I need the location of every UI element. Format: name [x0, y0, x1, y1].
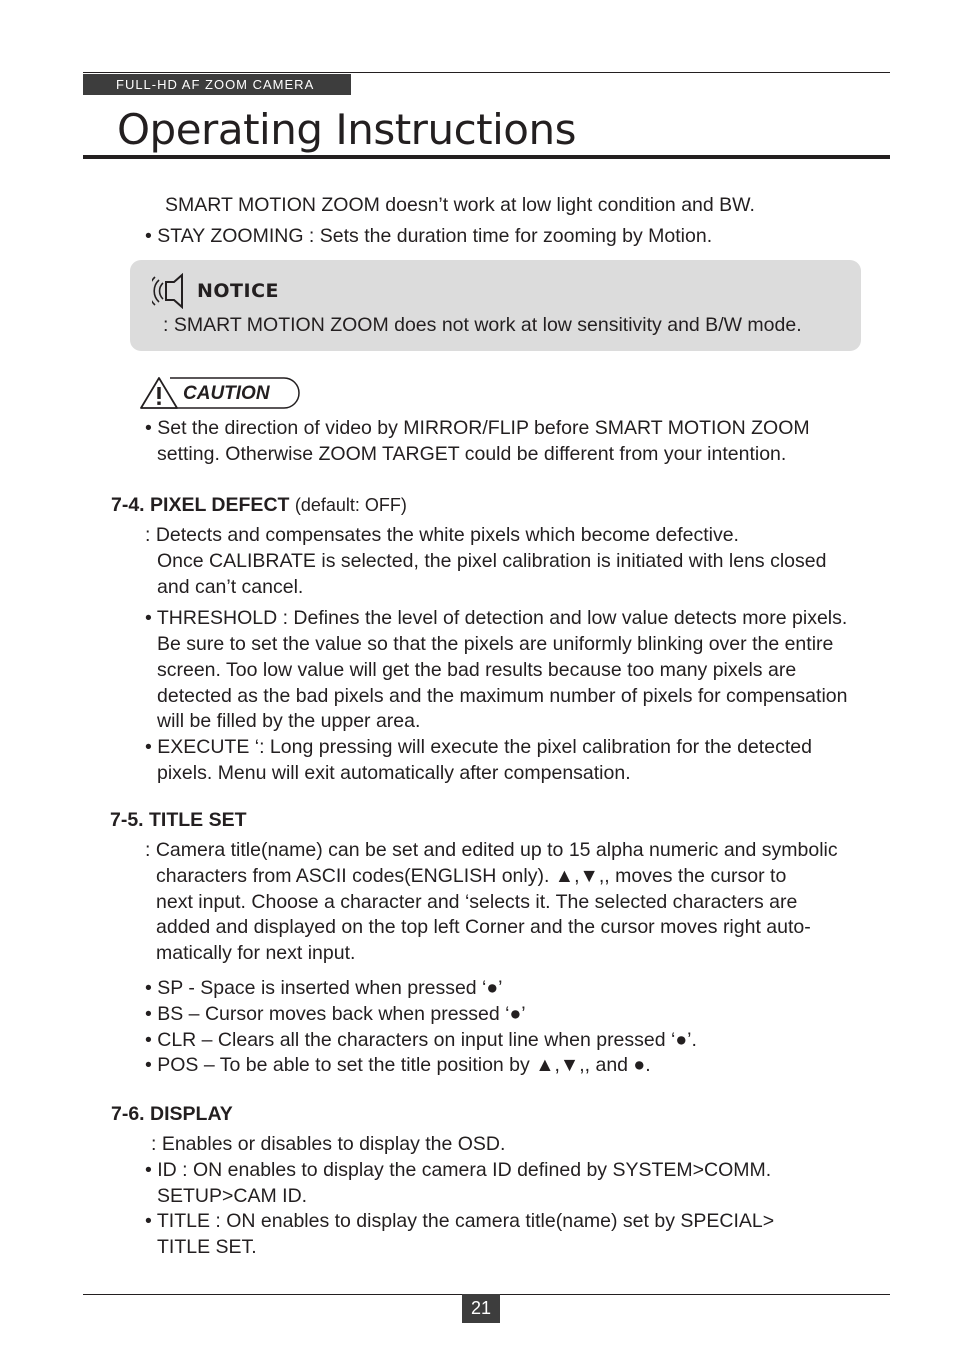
page-title: Operating Instructions	[117, 105, 576, 154]
title-set-desc: : Camera title(name) can be set and edited up to 15 alpha numeric and symbolic	[145, 839, 838, 861]
display-item-title: • TITLE : ON enables to display the camera title(name) set by SPECIAL>	[145, 1210, 775, 1232]
page-number: 21	[462, 1294, 500, 1323]
notice-text: : SMART MOTION ZOOM does not work at low sensitivity and B/W mode.	[163, 314, 802, 336]
title-set-desc: characters from ASCII codes(ENGLISH only). ▲,▼,, moves the cursor to	[156, 865, 787, 887]
threshold-item: Be sure to set the value so that the pixels are uniformly blinking over the entire	[157, 633, 834, 655]
display-item-id: SETUP>CAM ID.	[157, 1185, 308, 1207]
execute-item: pixels. Menu will exit automatically after compensation.	[157, 762, 631, 784]
title-set-desc: added and displayed on the top left Corner and the cursor moves right auto-	[156, 916, 811, 938]
threshold-item: detected as the bad pixels and the maximum number of pixels for compensation	[157, 685, 848, 707]
title-set-item-sp: • SP - Space is inserted when pressed ‘●’	[145, 977, 503, 999]
execute-item: • EXECUTE ‘: Long pressing will execute the pixel calibration for the detected	[145, 736, 812, 758]
display-desc: : Enables or disables to display the OSD.	[151, 1133, 506, 1155]
section-heading-title-set: 7-5. TITLE SET	[110, 809, 247, 831]
product-tag: FULL-HD AF ZOOM CAMERA	[83, 74, 351, 95]
caution-line: • Set the direction of video by MIRROR/FLIP before SMART MOTION ZOOM	[145, 417, 810, 439]
intro-line: SMART MOTION ZOOM doesn’t work at low light condition and BW.	[165, 194, 755, 216]
title-set-item-clr: • CLR – Clears all the characters on input line when pressed ‘●’.	[145, 1029, 697, 1051]
default-value: (default: OFF)	[294, 495, 407, 515]
threshold-item: will be filled by the upper area.	[157, 710, 421, 732]
pixel-defect-desc: Once CALIBRATE is selected, the pixel calibration is initiated with lens closed	[157, 550, 827, 572]
title-set-item-pos: • POS – To be able to set the title position by ▲,▼,, and ●.	[145, 1054, 651, 1076]
notice-label: NOTICE	[197, 280, 280, 302]
caution-line: setting. Otherwise ZOOM TARGET could be different from your intention.	[157, 443, 787, 465]
header-rule	[83, 72, 890, 73]
stay-zooming-item: • STAY ZOOMING : Sets the duration time for zooming by Motion.	[145, 225, 713, 247]
section-heading-text: 7-4. PIXEL DEFECT	[111, 494, 290, 516]
section-heading-pixel-defect	[111, 492, 407, 518]
speaker-notice-icon	[152, 273, 192, 309]
title-set-desc: next input. Choose a character and ‘selects it. The selected characters are	[156, 891, 798, 913]
section-heading-display: 7-6. DISPLAY	[111, 1103, 233, 1125]
caution-label: CAUTION	[183, 383, 270, 404]
pixel-defect-desc: and can’t cancel.	[157, 576, 304, 598]
title-set-desc: matically for next input.	[156, 942, 356, 964]
display-item-title: TITLE SET.	[157, 1236, 257, 1258]
pixel-defect-desc: : Detects and compensates the white pixels which become defective.	[145, 524, 739, 546]
threshold-item: screen. Too low value will get the bad results because too many pixels are	[157, 659, 797, 681]
threshold-item: • THRESHOLD : Defines the level of detection and low value detects more pixels.	[145, 607, 848, 629]
title-set-item-bs: • BS – Cursor moves back when pressed ‘●’	[145, 1003, 526, 1025]
display-item-id: • ID : ON enables to display the camera ID defined by SYSTEM>COMM.	[145, 1159, 772, 1181]
title-rule	[83, 155, 890, 159]
